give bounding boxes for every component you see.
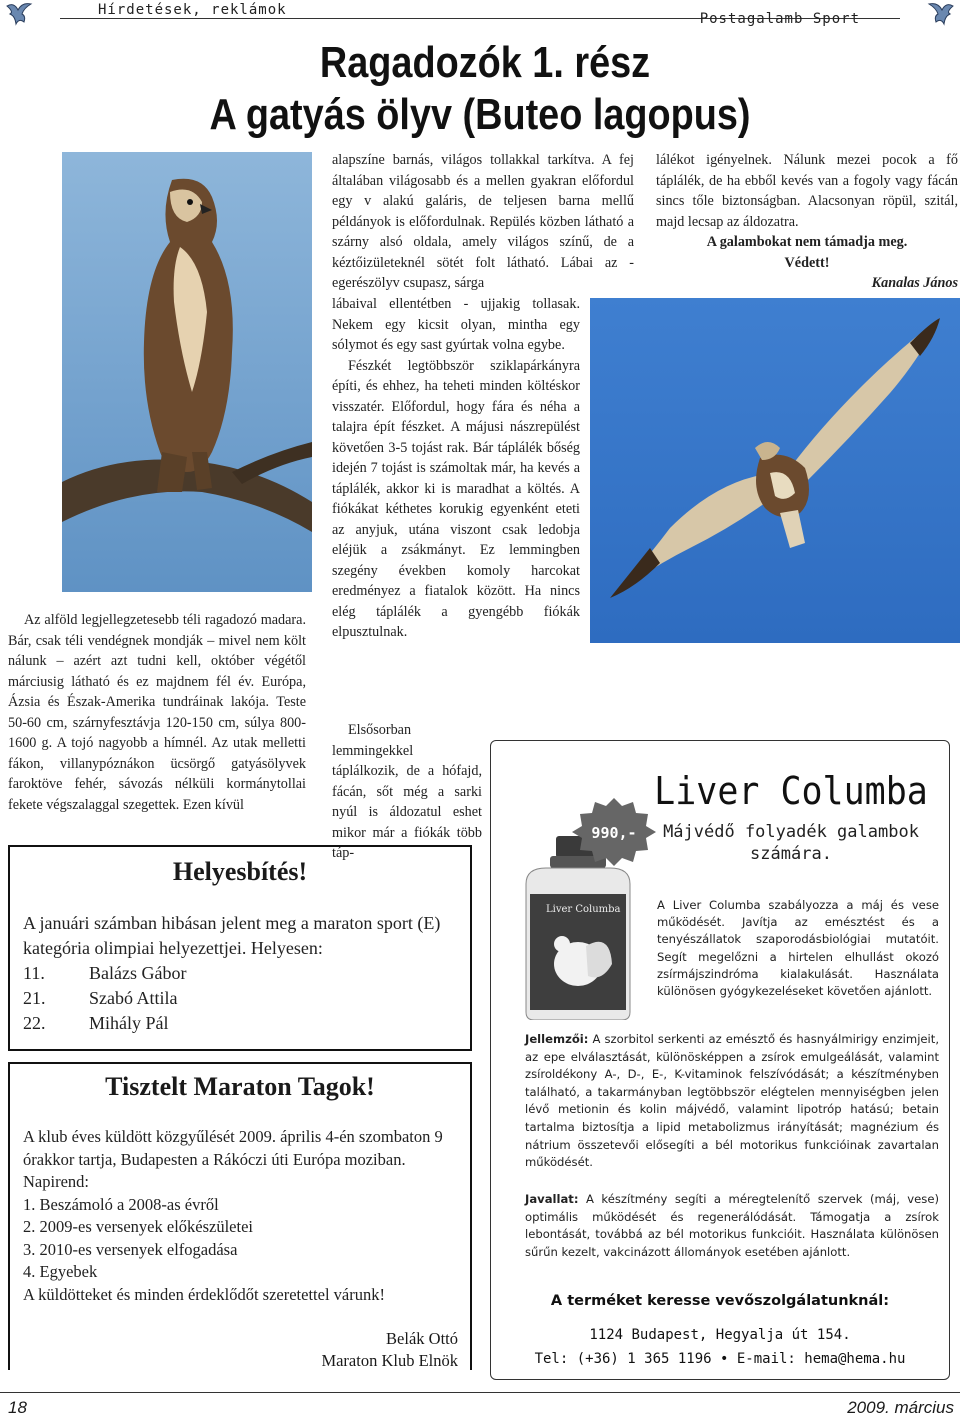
agenda-item: 4. Egyebek bbox=[23, 1262, 98, 1281]
article-paragraph: Elsősorban lemmingekkel táplálkozik, de a hófajd, fácán, sőt még a sarki nyúl is áldozatul eshet mikor már a fiókák több táp- bbox=[332, 722, 482, 861]
article-column-2-middle bbox=[332, 294, 580, 643]
rank: 21. bbox=[23, 988, 46, 1008]
signature bbox=[321, 1328, 458, 1372]
article-column-1 bbox=[8, 610, 306, 815]
correction-row bbox=[23, 961, 463, 986]
article-paragraph: lábaival ellentétben - ujjakig tollasak. Nekem egy kicsit olyan, mintha egy sólymot és egy sast gyúrtak volna egybe. bbox=[332, 296, 580, 353]
agenda-label: Napirend: bbox=[23, 1172, 89, 1191]
footer-rule bbox=[0, 1392, 960, 1393]
contact-heading: A terméket keresse vevőszolgálatunknál: bbox=[550, 1293, 890, 1309]
article-paragraph: alapszíne barnás, világos tollakkal tarkítva. A fej általában világosabb és a mellen gyakran előfordul egy v alakú galáris, de teljesen barna mellű példányok is előfordulnak. Repülés közben látható a szárny alsó oldala, amely világos színű, de a kéztőizületeknél sötét folt látható. Lábai az - egerészölyv csupasz, sárga bbox=[332, 152, 634, 291]
correction-body bbox=[23, 911, 463, 1036]
article-paragraph: Az alföld legjellegzetesebb téli ragadozó madara. Bár, csak téli vendégnek mondják – mivel nem költ nálunk – azért azt tudni kell, október végétől márciusig látható és ez majdnem fél év. Európa, Ázsia és Észak-Amerika tundráinak lakója. Teste 50-60 cm, szárnyfesztávja 120-150 cm, súlya 800-1600 g. A tojó nagyobb a hímnél. Az utak melletti fákon, villanypóznákon ücsörgő gatyásölyvek faroktöve fehér, sávozás nélküli kormánytollai fekete végszalaggal szegettek. Ezen kívül bbox=[8, 612, 306, 813]
article-column-3 bbox=[656, 150, 958, 294]
page-number: 18 bbox=[8, 1398, 27, 1417]
correction-row bbox=[23, 1011, 463, 1036]
usage-label: Javallat: bbox=[525, 1192, 579, 1206]
phone-email: Tel: (+36) 1 365 1196 • E-mail: hema@hema.hu bbox=[534, 1351, 906, 1367]
notice-box bbox=[8, 1062, 472, 1370]
address: 1124 Budapest, Hegyalja út 154. bbox=[589, 1327, 851, 1343]
price-text: 990,- bbox=[591, 824, 637, 842]
article-title: Ragadozók 1. rész bbox=[319, 38, 651, 87]
correction-title: Helyesbítés! bbox=[172, 857, 308, 886]
author: Kanalas János bbox=[871, 275, 958, 291]
article-column-2-bottom bbox=[332, 720, 482, 864]
protection-note: A galambokat nem támadja meg. bbox=[706, 234, 908, 250]
correction-text: A januári számban hibásan jelent meg a maraton sport (E) kategória olimpiai helyezettjei. Helyesen: bbox=[23, 913, 441, 958]
notice-body bbox=[23, 1126, 461, 1306]
features-label: Jellemzői: bbox=[525, 1032, 589, 1046]
price-badge bbox=[570, 796, 658, 868]
correction-box bbox=[8, 845, 472, 1051]
signer-name: Belák Ottó bbox=[386, 1329, 458, 1348]
agenda-item: 3. 2010-es versenyek elfogadása bbox=[23, 1239, 238, 1259]
agenda-item: 1. Beszámoló a 2008-as évről bbox=[23, 1194, 219, 1214]
article-subtitle: A gatyás ölyv (Buteo lagopus) bbox=[209, 90, 751, 139]
flying-buzzard-photo bbox=[590, 298, 960, 643]
article-paragraph: Fészkét legtöbbször sziklapárkányra építi, és ehhez, ha teheti minden költéskor visszatér. Előfordul, hogy fára és néha a talajra épít fészket. A májusi nászrepülést követően 3-5 tojást rak. Bár táplálék bőség idején 7 tojást is számoltak már, ha kevés a táplálék, akkor ki is maradhat a költés. A fiókákat kéthetes korukig egyenként eteti az anyjuk, utána viszont csak ledobja eléjük a zsákmányt. Ez lemmingben szegény években komoly harcokat eredményez a fiatalok között. Ha nincs elég táplálék a gyengébb fiókák elpusztulnak. bbox=[332, 357, 580, 640]
signer-role: Maraton Klub Elnök bbox=[321, 1351, 458, 1370]
article-column-2-top bbox=[332, 150, 634, 294]
ad-description: A Liver Columba szabályozza a máj és vese működését. Javítja az emésztést és a tenyészállatok szaporodásbiológiai mutatóit. Segít megelőzni a hirtelen elhullást okozó zsírmájszindróma kialakulását. Használata különösen gyógykezeléseket követően ajánlott. bbox=[657, 898, 939, 999]
name: Balázs Gábor bbox=[89, 963, 187, 983]
notice-text: A klub éves küldött közgyűlését 2009. április 4-én szombaton 9 órakkor tartja, Budapesten a Rákóczi úti Európa moziban. bbox=[23, 1127, 443, 1169]
rank: 22. bbox=[23, 1013, 46, 1033]
bottle-label: Liver Columba bbox=[546, 904, 621, 915]
rank: 11. bbox=[23, 963, 45, 983]
ad-subtitle: Májvédő folyadék galambok számára. bbox=[663, 822, 919, 864]
dove-logo-left-icon bbox=[4, 0, 34, 28]
contact-info bbox=[511, 1323, 929, 1371]
notice-closing: A küldötteket és minden érdeklődőt szeretettel várunk! bbox=[23, 1284, 385, 1304]
name: Szabó Attila bbox=[89, 988, 178, 1008]
features-text: A szorbitol serkenti az emésztő és hasnyálmirigy enzimjeit, az epe elválasztását, különösképpen a zsírok emulgeálását, valamint zsíroldékony A-, D-, E-, K-vitaminok felszívódását; a készítményben található, a takarmányban legtöbbször elégtelen mennyiségben jelen lévő metionin és kolin májvédő, valamint lipotróp hatású; betain tartalma biztosítja a lipid metabolizmus irányítását; magnézium és nátrium összetevői elősegíti a bél motorikus funkcióinak zavartalan működését. bbox=[525, 1032, 940, 1170]
dove-logo-right-icon bbox=[926, 0, 956, 28]
ad-title: Liver Columba bbox=[654, 769, 928, 813]
issue-date: 2009. március bbox=[847, 1398, 954, 1417]
agenda-item: 2. 2009-es versenyek előkészületei bbox=[23, 1217, 254, 1236]
ad-usage bbox=[525, 1191, 939, 1261]
perched-buzzard-photo bbox=[62, 152, 312, 592]
correction-row bbox=[23, 986, 463, 1011]
ad-features bbox=[525, 1031, 939, 1172]
notice-title: Tisztelt Maraton Tagok! bbox=[105, 1072, 375, 1101]
name: Mihály Pál bbox=[89, 1013, 169, 1033]
usage-text: A készítmény segíti a méregtelenítő szervek (máj, vese) optimális működését és regenerálódását. Támogatja a zsírok lebontását, továbbá az bél motorikus funkcióit. Használata különösen sűrűn kezelt, vakcinázott állományok esetében ajánlott. bbox=[525, 1192, 939, 1259]
article-paragraph: lálékot igényelnek. Nálunk mezei pocok a fő táplálék, de ha ebből kevés van a fogoly vagy fácán sincs tőle biztonságban. Alacsonyan röpül, szitál, majd lecsap az áldozatra. bbox=[656, 152, 958, 230]
protected-label: Védett! bbox=[784, 254, 830, 271]
magazine-name: Postagalamb Sport bbox=[699, 11, 860, 27]
section-label: Hírdetések, reklámok bbox=[98, 2, 287, 18]
